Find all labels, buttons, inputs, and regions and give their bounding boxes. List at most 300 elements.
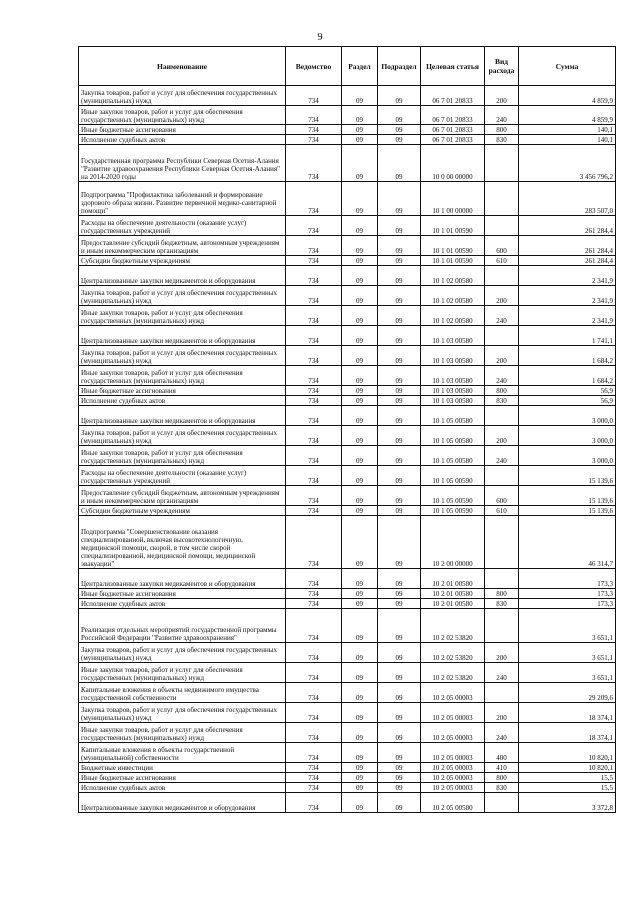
row-vid-rashoda: 410 (485, 763, 519, 773)
row-vid-rashoda: 830 (485, 396, 519, 406)
row-razdel: 09 (342, 366, 378, 386)
row-podrazdel: 09 (378, 386, 421, 396)
row-razdel: 09 (342, 326, 378, 346)
header-name: Наименование (79, 47, 286, 86)
row-celevaya-statya: 10 1 00 00000 (421, 182, 485, 216)
row-vid-rashoda: 200 (485, 286, 519, 306)
row-razdel: 09 (342, 683, 378, 703)
row-name: Капитальные вложения в объекты государственной (муниципальной) собственности (79, 743, 286, 763)
table-row (79, 426, 616, 446)
row-razdel: 09 (342, 599, 378, 609)
row-summa: 3 000,0 (519, 446, 616, 466)
row-razdel: 09 (342, 773, 378, 783)
table-row (79, 86, 616, 106)
row-vid-rashoda: 800 (485, 386, 519, 396)
row-vedomstvo: 734 (286, 346, 342, 366)
table-row (79, 446, 616, 466)
row-podrazdel: 09 (378, 182, 421, 216)
row-name: Исполнение судебных актов (79, 783, 286, 793)
row-name: Централизованные закупки медикаментов и оборудования (79, 406, 286, 426)
row-vid-rashoda: 400 (485, 743, 519, 763)
row-vid-rashoda: 240 (485, 663, 519, 683)
row-name: Иные бюджетные ассигнования (79, 589, 286, 599)
row-summa: 173,3 (519, 589, 616, 599)
row-razdel: 09 (342, 306, 378, 326)
row-name: Иные закупки товаров, работ и услуг для обеспечения государственных (муниципальных) нужд (79, 306, 286, 326)
table-row (79, 145, 616, 182)
row-vedomstvo: 734 (286, 86, 342, 106)
row-vedomstvo: 734 (286, 106, 342, 125)
row-celevaya-statya: 10 1 01 00590 (421, 236, 485, 256)
row-name: Бюджетные инвестиции (79, 763, 286, 773)
row-vedomstvo: 734 (286, 773, 342, 783)
row-name: Расходы на обеспечение деятельности (оказание услуг) государственных учреждений (79, 216, 286, 236)
row-podrazdel: 09 (378, 216, 421, 236)
row-razdel: 09 (342, 406, 378, 426)
row-celevaya-statya: 10 1 03 00580 (421, 326, 485, 346)
row-summa: 10 820,1 (519, 763, 616, 773)
row-podrazdel: 09 (378, 306, 421, 326)
header-vedomstvo: Ведомство (286, 47, 342, 86)
row-podrazdel: 09 (378, 569, 421, 589)
row-vedomstvo: 734 (286, 306, 342, 326)
row-razdel: 09 (342, 703, 378, 723)
row-vedomstvo: 734 (286, 703, 342, 723)
row-vid-rashoda (485, 793, 519, 813)
row-name: Исполнение судебных актов (79, 135, 286, 145)
row-podrazdel: 09 (378, 703, 421, 723)
table-row (79, 346, 616, 366)
row-podrazdel: 09 (378, 763, 421, 773)
row-podrazdel: 09 (378, 366, 421, 386)
row-razdel: 09 (342, 516, 378, 569)
row-vid-rashoda (485, 569, 519, 589)
row-summa: 3 456 796,2 (519, 145, 616, 182)
row-razdel: 09 (342, 426, 378, 446)
row-summa: 1 741,1 (519, 326, 616, 346)
row-razdel: 09 (342, 135, 378, 145)
table-row (79, 703, 616, 723)
row-celevaya-statya: 10 2 01 00580 (421, 569, 485, 589)
row-celevaya-statya: 10 1 03 00580 (421, 346, 485, 366)
row-vid-rashoda: 240 (485, 306, 519, 326)
table-row (79, 216, 616, 236)
row-podrazdel: 09 (378, 589, 421, 599)
row-name: Реализация отдельных мероприятий государственной программы Российской Федерации "Развитие здравоохранения" (79, 609, 286, 643)
table-row (79, 306, 616, 326)
header-summa: Сумма (519, 47, 616, 86)
row-podrazdel: 09 (378, 86, 421, 106)
table-row (79, 326, 616, 346)
row-podrazdel: 09 (378, 106, 421, 125)
row-summa: 3 651,1 (519, 609, 616, 643)
row-name: Исполнение судебных актов (79, 396, 286, 406)
table-row (79, 266, 616, 286)
row-name: Закупка товаров, работ и услуг для обеспечения государственных (муниципальных) нужд (79, 703, 286, 723)
row-celevaya-statya: 10 1 01 00590 (421, 216, 485, 236)
row-summa: 15 139,6 (519, 466, 616, 486)
row-summa: 29 209,6 (519, 683, 616, 703)
row-podrazdel: 09 (378, 135, 421, 145)
row-celevaya-statya: 10 2 05 00003 (421, 743, 485, 763)
row-podrazdel: 09 (378, 743, 421, 763)
row-razdel: 09 (342, 466, 378, 486)
row-razdel: 09 (342, 609, 378, 643)
table-row (79, 663, 616, 683)
table-row (79, 643, 616, 663)
table-row (79, 466, 616, 486)
row-celevaya-statya: 10 1 03 00580 (421, 366, 485, 386)
row-name: Субсидии бюджетным учреждениям (79, 256, 286, 266)
row-summa: 2 341,9 (519, 306, 616, 326)
table-row (79, 286, 616, 306)
table-row (79, 406, 616, 426)
row-podrazdel: 09 (378, 773, 421, 783)
row-vedomstvo: 734 (286, 256, 342, 266)
row-vid-rashoda (485, 145, 519, 182)
table-row (79, 793, 616, 813)
row-summa: 3 000,0 (519, 406, 616, 426)
row-vid-rashoda (485, 216, 519, 236)
row-celevaya-statya: 10 2 05 00003 (421, 703, 485, 723)
row-summa: 3 000,0 (519, 426, 616, 446)
row-podrazdel: 09 (378, 396, 421, 406)
row-celevaya-statya: 10 2 01 00580 (421, 589, 485, 599)
row-razdel: 09 (342, 106, 378, 125)
row-vedomstvo: 734 (286, 663, 342, 683)
row-podrazdel: 09 (378, 346, 421, 366)
row-celevaya-statya: 06 7 01 20833 (421, 135, 485, 145)
header-podrazdel: Подраздел (378, 47, 421, 86)
row-celevaya-statya: 10 1 02 00580 (421, 286, 485, 306)
table-row (79, 396, 616, 406)
row-vid-rashoda: 800 (485, 773, 519, 783)
row-podrazdel: 09 (378, 663, 421, 683)
table-row (79, 609, 616, 643)
row-celevaya-statya: 10 2 01 00580 (421, 599, 485, 609)
row-vedomstvo: 734 (286, 286, 342, 306)
row-name: Иные закупки товаров, работ и услуг для обеспечения государственных (муниципальных) нужд (79, 723, 286, 743)
row-vedomstvo: 734 (286, 266, 342, 286)
row-vedomstvo: 734 (286, 386, 342, 396)
row-podrazdel: 09 (378, 145, 421, 182)
row-summa: 140,1 (519, 125, 616, 135)
header-razdel: Раздел (342, 47, 378, 86)
row-podrazdel: 09 (378, 506, 421, 516)
table-row (79, 773, 616, 783)
row-vedomstvo: 734 (286, 466, 342, 486)
row-vedomstvo: 734 (286, 182, 342, 216)
row-celevaya-statya: 10 1 05 00590 (421, 486, 485, 506)
row-razdel: 09 (342, 486, 378, 506)
row-vedomstvo: 734 (286, 236, 342, 256)
row-celevaya-statya: 10 1 03 00580 (421, 396, 485, 406)
row-vid-rashoda: 610 (485, 256, 519, 266)
row-podrazdel: 09 (378, 406, 421, 426)
table-row (79, 486, 616, 506)
row-podrazdel: 09 (378, 286, 421, 306)
row-vid-rashoda (485, 326, 519, 346)
row-name: Предоставление субсидий бюджетным, автономным учреждениям и иным некоммерческим организациям (79, 236, 286, 256)
row-name: Закупка товаров, работ и услуг для обеспечения государственных (муниципальных) нужд (79, 346, 286, 366)
table-row (79, 763, 616, 773)
row-vedomstvo: 734 (286, 743, 342, 763)
row-vid-rashoda (485, 406, 519, 426)
row-vedomstvo: 734 (286, 366, 342, 386)
row-vid-rashoda: 800 (485, 125, 519, 135)
row-razdel: 09 (342, 182, 378, 216)
row-name: Централизованные закупки медикаментов и оборудования (79, 326, 286, 346)
row-vedomstvo: 734 (286, 763, 342, 773)
row-vedomstvo: 734 (286, 609, 342, 643)
row-celevaya-statya: 06 7 01 20833 (421, 86, 485, 106)
row-razdel: 09 (342, 763, 378, 773)
row-vid-rashoda: 200 (485, 703, 519, 723)
row-name: Закупка товаров, работ и услуг для обеспечения государственных (муниципальных) нужд (79, 643, 286, 663)
row-summa: 261 284,4 (519, 236, 616, 256)
row-summa: 15 139,6 (519, 506, 616, 516)
row-summa: 15,5 (519, 783, 616, 793)
row-podrazdel: 09 (378, 486, 421, 506)
row-vedomstvo: 734 (286, 135, 342, 145)
row-vedomstvo: 734 (286, 145, 342, 182)
row-vedomstvo: 734 (286, 326, 342, 346)
row-razdel: 09 (342, 396, 378, 406)
row-vedomstvo: 734 (286, 589, 342, 599)
row-summa: 2 341,9 (519, 266, 616, 286)
row-vedomstvo: 734 (286, 723, 342, 743)
table-row (79, 723, 616, 743)
row-podrazdel: 09 (378, 125, 421, 135)
row-vid-rashoda (485, 683, 519, 703)
row-summa: 1 684,2 (519, 346, 616, 366)
row-name: Подпрограмма "Совершенствование оказания специализированной, включая высокотехнологичную, медицинской помощи, скорой, в том числе скорой специализированной, медицинской помощи, медицинской эвакуации" (79, 516, 286, 569)
row-vid-rashoda: 830 (485, 783, 519, 793)
header-celevaya-statya: Целевая статья (421, 47, 485, 86)
row-razdel: 09 (342, 346, 378, 366)
row-name: Иные бюджетные ассигнования (79, 386, 286, 396)
row-summa: 261 284,4 (519, 216, 616, 236)
row-vedomstvo: 734 (286, 216, 342, 236)
row-celevaya-statya: 10 1 05 00590 (421, 466, 485, 486)
row-vid-rashoda (485, 182, 519, 216)
row-vedomstvo: 734 (286, 486, 342, 506)
row-vedomstvo: 734 (286, 506, 342, 516)
row-vedomstvo: 734 (286, 426, 342, 446)
page-number: 9 (317, 32, 323, 43)
row-summa: 3 651,1 (519, 663, 616, 683)
row-name: Расходы на обеспечение деятельности (оказание услуг) государственных учреждений (79, 466, 286, 486)
row-celevaya-statya: 10 2 05 00003 (421, 683, 485, 703)
row-celevaya-statya: 10 2 05 00003 (421, 763, 485, 773)
row-razdel: 09 (342, 569, 378, 589)
row-celevaya-statya: 10 1 02 00580 (421, 266, 485, 286)
row-summa: 18 374,1 (519, 723, 616, 743)
row-vid-rashoda (485, 609, 519, 643)
row-celevaya-statya: 10 2 05 00003 (421, 773, 485, 783)
table-row (79, 386, 616, 396)
row-name: Государственная программа Республики Северная Осетия-Алания "Развитие здравоохранения Республики Северная Осетия-Алания" на 2014-2020 годы (79, 145, 286, 182)
table-row (79, 783, 616, 793)
row-podrazdel: 09 (378, 466, 421, 486)
row-razdel: 09 (342, 386, 378, 396)
row-summa: 1 684,2 (519, 366, 616, 386)
row-summa: 10 820,1 (519, 743, 616, 763)
table-row (79, 506, 616, 516)
row-razdel: 09 (342, 125, 378, 135)
table-row (79, 516, 616, 569)
row-name: Предоставление субсидий бюджетным, автономным учреждениям и иным некоммерческим организациям (79, 486, 286, 506)
row-vid-rashoda: 200 (485, 346, 519, 366)
row-celevaya-statya: 10 1 02 00580 (421, 306, 485, 326)
row-summa: 56,9 (519, 396, 616, 406)
row-celevaya-statya: 10 1 01 00590 (421, 256, 485, 266)
row-vedomstvo: 734 (286, 406, 342, 426)
row-podrazdel: 09 (378, 683, 421, 703)
row-vedomstvo: 734 (286, 599, 342, 609)
row-summa: 18 374,1 (519, 703, 616, 723)
table-row (79, 256, 616, 266)
row-celevaya-statya: 10 1 03 00580 (421, 386, 485, 396)
row-podrazdel: 09 (378, 426, 421, 446)
row-vid-rashoda: 830 (485, 135, 519, 145)
row-vedomstvo: 734 (286, 569, 342, 589)
budget-table (78, 46, 616, 813)
row-summa: 2 341,9 (519, 286, 616, 306)
row-razdel: 09 (342, 643, 378, 663)
row-summa: 4 859,9 (519, 106, 616, 125)
row-podrazdel: 09 (378, 609, 421, 643)
row-podrazdel: 09 (378, 266, 421, 286)
row-summa: 261 284,4 (519, 256, 616, 266)
row-name: Исполнение судебных актов (79, 599, 286, 609)
row-razdel: 09 (342, 446, 378, 466)
row-name: Иные закупки товаров, работ и услуг для обеспечения государственных (муниципальных) нужд (79, 663, 286, 683)
table-row (79, 106, 616, 125)
row-celevaya-statya: 10 2 00 00000 (421, 516, 485, 569)
row-celevaya-statya: 10 1 05 00590 (421, 506, 485, 516)
row-razdel: 09 (342, 743, 378, 763)
row-name: Централизованные закупки медикаментов и оборудования (79, 266, 286, 286)
row-summa: 56,9 (519, 386, 616, 396)
row-razdel: 09 (342, 286, 378, 306)
row-vedomstvo: 734 (286, 643, 342, 663)
row-summa: 283 507,0 (519, 182, 616, 216)
row-podrazdel: 09 (378, 516, 421, 569)
row-summa: 140,1 (519, 135, 616, 145)
row-summa: 4 859,9 (519, 86, 616, 106)
row-podrazdel: 09 (378, 783, 421, 793)
row-celevaya-statya: 06 7 01 20833 (421, 125, 485, 135)
row-podrazdel: 09 (378, 236, 421, 256)
row-vid-rashoda: 600 (485, 486, 519, 506)
row-vedomstvo: 734 (286, 516, 342, 569)
row-vid-rashoda: 610 (485, 506, 519, 516)
row-celevaya-statya: 10 2 02 53820 (421, 609, 485, 643)
row-vid-rashoda: 200 (485, 643, 519, 663)
row-summa: 173,3 (519, 599, 616, 609)
row-razdel: 09 (342, 506, 378, 516)
row-razdel: 09 (342, 663, 378, 683)
row-celevaya-statya: 10 0 00 00000 (421, 145, 485, 182)
row-vid-rashoda: 800 (485, 589, 519, 599)
row-celevaya-statya: 10 1 05 00580 (421, 446, 485, 466)
row-name: Подпрограмма "Профилактика заболеваний и формирование здорового образа жизни. Развитие первичной медико-санитарной помощи" (79, 182, 286, 216)
row-razdel: 09 (342, 145, 378, 182)
row-podrazdel: 09 (378, 723, 421, 743)
row-razdel: 09 (342, 266, 378, 286)
row-podrazdel: 09 (378, 446, 421, 466)
row-name: Централизованные закупки медикаментов и оборудования (79, 569, 286, 589)
row-celevaya-statya: 10 2 02 53820 (421, 643, 485, 663)
row-name: Иные бюджетные ассигнования (79, 773, 286, 783)
table-row (79, 135, 616, 145)
row-razdel: 09 (342, 589, 378, 599)
row-podrazdel: 09 (378, 793, 421, 813)
row-celevaya-statya: 06 7 01 20833 (421, 106, 485, 125)
row-vid-rashoda (485, 466, 519, 486)
row-name: Закупка товаров, работ и услуг для обеспечения государственных (муниципальных) нужд (79, 86, 286, 106)
table-row (79, 569, 616, 589)
row-vedomstvo: 734 (286, 793, 342, 813)
table-row (79, 125, 616, 135)
row-razdel: 09 (342, 783, 378, 793)
row-name: Капитальные вложения в объекты недвижимого имущества государственной собственности (79, 683, 286, 703)
row-celevaya-statya: 10 2 05 00580 (421, 793, 485, 813)
row-name: Иные бюджетные ассигнования (79, 125, 286, 135)
row-vedomstvo: 734 (286, 683, 342, 703)
row-vid-rashoda: 600 (485, 236, 519, 256)
row-razdel: 09 (342, 793, 378, 813)
row-razdel: 09 (342, 723, 378, 743)
row-celevaya-statya: 10 2 05 00003 (421, 783, 485, 793)
row-vedomstvo: 734 (286, 446, 342, 466)
row-celevaya-statya: 10 2 05 00003 (421, 723, 485, 743)
row-vid-rashoda: 200 (485, 426, 519, 446)
row-razdel: 09 (342, 256, 378, 266)
header-vid-rashoda: Вид расхода (485, 47, 519, 86)
row-celevaya-statya: 10 1 05 00580 (421, 426, 485, 446)
row-name: Иные закупки товаров, работ и услуг для обеспечения государственных (муниципальных) нужд (79, 366, 286, 386)
row-summa: 46 314,7 (519, 516, 616, 569)
row-razdel: 09 (342, 216, 378, 236)
table-header-row (79, 47, 616, 86)
row-vid-rashoda (485, 516, 519, 569)
row-podrazdel: 09 (378, 599, 421, 609)
row-vid-rashoda: 240 (485, 723, 519, 743)
row-vid-rashoda: 240 (485, 446, 519, 466)
row-razdel: 09 (342, 86, 378, 106)
table-row (79, 743, 616, 763)
row-vid-rashoda: 240 (485, 366, 519, 386)
row-summa: 173,3 (519, 569, 616, 589)
row-summa: 15,5 (519, 773, 616, 783)
row-name: Иные закупки товаров, работ и услуг для обеспечения государственных (муниципальных) нужд (79, 106, 286, 125)
row-vid-rashoda (485, 266, 519, 286)
row-summa: 15 139,6 (519, 486, 616, 506)
row-name: Субсидии бюджетным учреждениям (79, 506, 286, 516)
row-celevaya-statya: 10 2 02 53820 (421, 663, 485, 683)
row-vedomstvo: 734 (286, 783, 342, 793)
table-row (79, 683, 616, 703)
row-summa: 3 651,1 (519, 643, 616, 663)
row-podrazdel: 09 (378, 643, 421, 663)
row-name: Централизованные закупки медикаментов и оборудования (79, 793, 286, 813)
table-row (79, 599, 616, 609)
row-podrazdel: 09 (378, 326, 421, 346)
row-razdel: 09 (342, 236, 378, 256)
row-podrazdel: 09 (378, 256, 421, 266)
